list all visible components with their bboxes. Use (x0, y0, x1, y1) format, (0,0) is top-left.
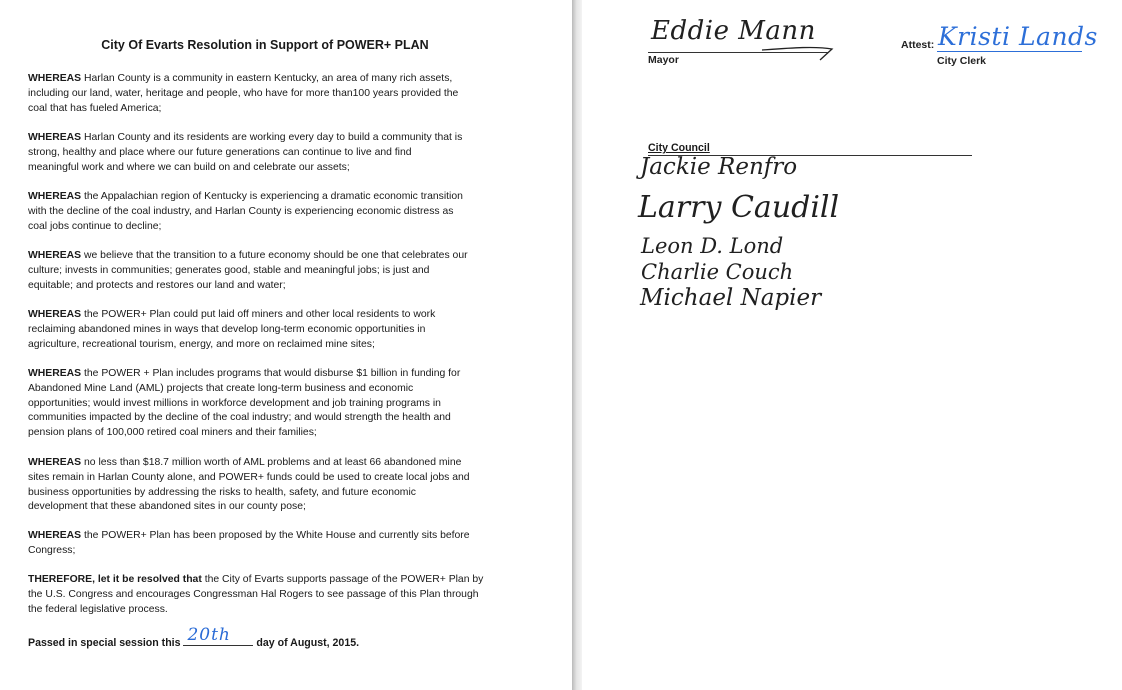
paragraph-line: coal that has fueled America; (28, 102, 162, 114)
city-council-label: City Council (648, 142, 710, 154)
resolution-paragraph (28, 249, 502, 293)
clerk-label: City Clerk (937, 55, 987, 67)
paragraph-line: Harlan County is a community in eastern Kentucky, an area of many rich assets, (84, 73, 453, 84)
paragraph-line: including our land, water, heritage and people, who have for more than100 years provided the (28, 87, 459, 99)
resolution-title: City Of Evarts Resolution in Support of POWER+ PLAN (101, 38, 429, 52)
paragraph-line: agriculture, recreational tourism, energy, and more on reclaimed mine sites; (28, 338, 375, 350)
resolution-paragraph (28, 573, 502, 617)
council-signature-5: Michael Napier (640, 285, 822, 311)
paragraph-lead: WHEREAS (28, 191, 82, 202)
paragraph-line: development that these abandoned sites in our county pose; (28, 501, 306, 513)
paragraph-line: strong, healthy and place where our future generations can continue to live and find (28, 146, 412, 158)
paragraph-line: no less than $18.7 million worth of AML problems and at least 66 abandoned mine (84, 457, 462, 468)
paragraph-line: the U.S. Congress and encourages Congressman Hal Rogers to see passage of this Plan through (28, 588, 479, 600)
council-signature-1: Jackie Renfro (640, 154, 798, 180)
paragraph-lead: WHEREAS (28, 73, 82, 84)
paragraph-lead: WHEREAS (28, 309, 82, 320)
paragraph-line: reclaiming abandoned mines in ways that develop long-term economic opportunities in (28, 323, 426, 335)
paragraph-line: Congress; (28, 544, 76, 556)
paragraph-line: business opportunities by addressing the risks to health, safety, and future economic (28, 486, 416, 498)
paragraph-line: Harlan County and its residents are working every day to build a community that is (84, 132, 463, 143)
paragraph-line: we believe that the transition to a future economy should be one that celebrates our (84, 250, 468, 261)
clerk-signature-line (937, 51, 1082, 52)
council-signature-3: Leon D. Lond (641, 234, 784, 258)
paragraph-line: the POWER+ Plan has been proposed by the White House and currently sits before (84, 530, 470, 541)
resolution-paragraph (28, 529, 502, 559)
paragraph-line: communities impacted by the decline of the coal industry; and would strength the health and (28, 412, 451, 424)
paragraph-lead: WHEREAS (28, 250, 82, 261)
paragraph-lead: WHEREAS (28, 457, 82, 468)
paragraph-line: with the decline of the coal industry, and Harlan County is experiencing economic distress as (28, 205, 454, 217)
paragraph-lead: WHEREAS (28, 530, 82, 541)
paragraph-line: Abandoned Mine Land (AML) projects that create long-term business and economic (28, 382, 414, 394)
date-blank (183, 625, 253, 646)
mayor-signature: Eddie Mann (651, 16, 816, 46)
paragraph-line: meaningful work and where we can build on and celebrate our assets; (28, 161, 350, 173)
clerk-signature: Kristi Lands (938, 22, 1098, 51)
paragraph-line: equitable; and protects and restores our land and water; (28, 279, 286, 291)
attest-label: Attest: (901, 39, 935, 51)
paragraph-line: pension plans of 100,000 retired coal miners and their families; (28, 427, 317, 439)
passed-statement (28, 625, 360, 649)
paragraph-line: the POWER + Plan includes programs that would disburse $1 billion in funding for (84, 368, 461, 379)
paragraph-line: opportunities; would invest millions in workforce development and job training programs in (28, 397, 441, 409)
paragraph-lead: WHEREAS (28, 132, 82, 143)
passed-suffix: day of August, 2015. (256, 637, 360, 649)
resolution-paragraph (28, 367, 502, 441)
council-signature-4: Charlie Couch (641, 260, 794, 284)
paragraph-line: the City of Evarts supports passage of the POWER+ Plan by (204, 574, 484, 585)
handwritten-day: 20th (187, 625, 231, 645)
paragraph-line: the federal legislative process. (28, 603, 168, 615)
paragraph-line: the POWER+ Plan could put laid off miners and other local residents to work (84, 309, 436, 320)
mayor-signature-flourish (760, 40, 836, 66)
paragraph-lead: THEREFORE, let it be resolved that (28, 574, 202, 585)
mayor-signature-line (648, 52, 828, 53)
resolution-paragraph (28, 72, 502, 116)
resolution-paragraph (28, 456, 502, 515)
paragraph-line: culture; invests in communities; generates good, stable and meaningful jobs; is just and (28, 264, 430, 276)
resolution-paragraph (28, 308, 502, 352)
mayor-label: Mayor (648, 54, 679, 66)
page-gutter (572, 0, 582, 690)
paragraph-line: sites remain in Harlan County alone, and POWER+ funds could be used to create local jobs and (28, 471, 470, 483)
passed-prefix: Passed in special session this (28, 637, 181, 649)
paragraph-line: coal jobs continue to decline; (28, 220, 162, 232)
paragraph-line: the Appalachian region of Kentucky is experiencing a dramatic economic transition (84, 191, 463, 202)
resolution-paragraph (28, 190, 502, 234)
council-signature-2: Larry Caudill (638, 190, 840, 225)
resolution-paragraph (28, 131, 502, 175)
paragraph-lead: WHEREAS (28, 368, 82, 379)
signature-page (582, 0, 1122, 690)
